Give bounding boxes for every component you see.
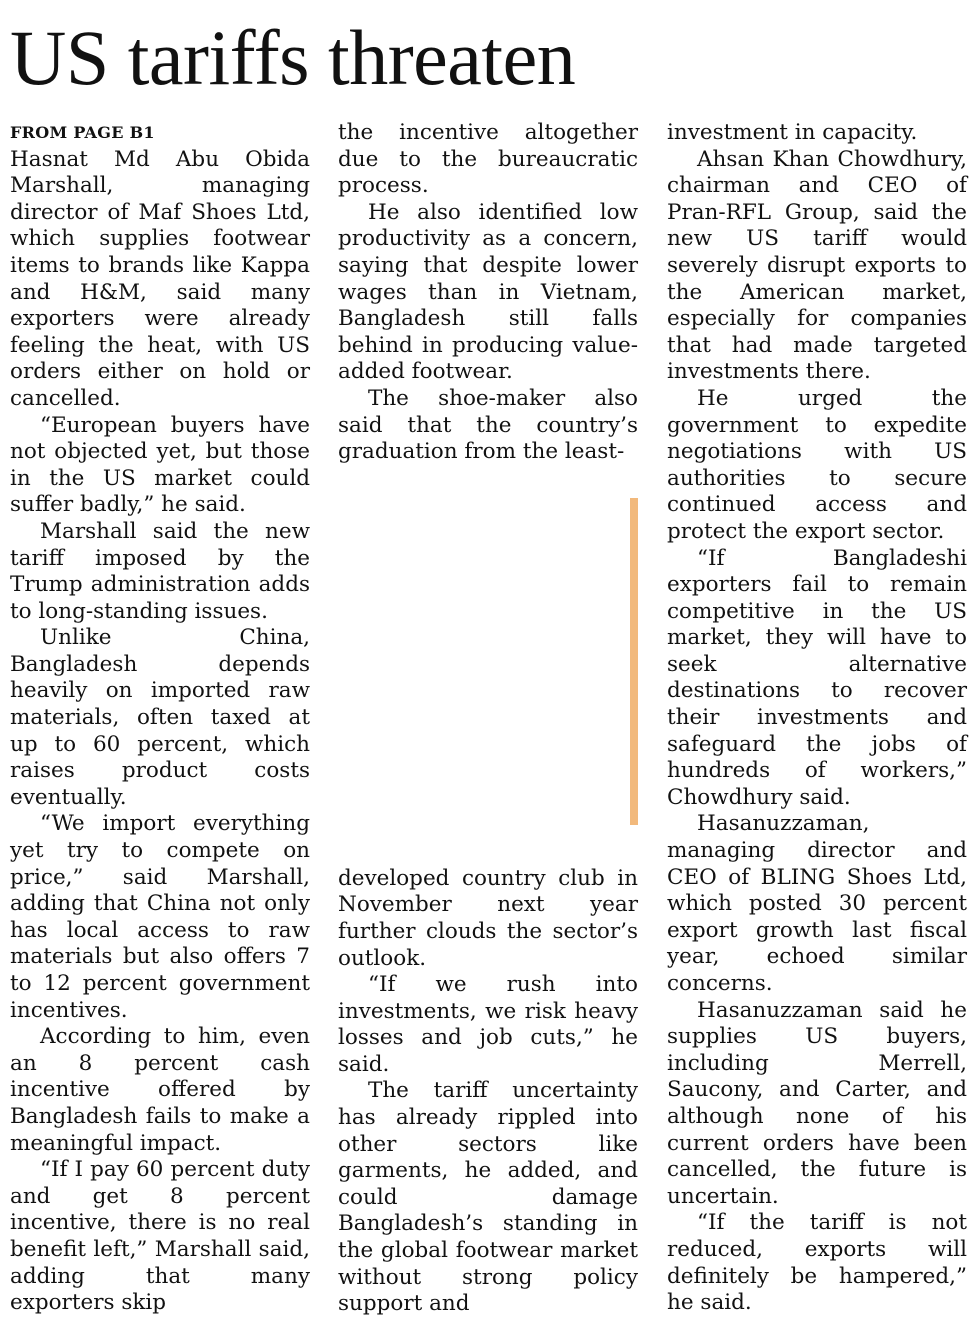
paragraph: He urged the government to expedite negotiations with US authorities to secure continued access and protect the export sector. <box>667 385 967 544</box>
paragraph: “If Bangladeshi exporters fail to remain competitive in the US market, they will have to seek alternative destinations to recover their investments and safeguard the jobs of hundreds of workers,” Chowdhury said. <box>667 545 967 810</box>
paragraph: He also identified low productivity as a concern, saying that despite lower wages than in Vietnam, Bangladesh still falls behind in producing value-added footwear. <box>338 199 638 385</box>
paragraph: The shoe-maker also said that the country’s graduation from the least- <box>338 385 638 465</box>
paragraph: According to him, even an 8 percent cash incentive offered by Bangladesh fails to make a meaningful impact. <box>10 1024 310 1156</box>
pull-quote-accent-bar <box>630 498 638 825</box>
paragraph: Marshall said the new tariff imposed by the Trump administration adds to long-standing issues. <box>10 518 310 624</box>
paragraph: Hasanuzzaman said he supplies US buyers, including Merrell, Saucony, and Carter, and although none of his current orders have been cancelled, the future is uncertain. <box>667 997 967 1209</box>
paragraph: Hasnat Md Abu Obida Marshall, managing director of Maf Shoes Ltd, which supplies footwear items to brands like Kappa and H&M, said many exporters were already feeling the heat, with US orders either on hold or cancelled. <box>10 146 310 411</box>
paragraph: “We import everything yet try to compete on price,” said Marshall, adding that China not only has local access to raw materials but also offers 7 to 12 percent government incentives. <box>10 811 310 1023</box>
continued-from-label: FROM PAGE B1 <box>10 123 155 142</box>
paragraph: developed country club in November next year further clouds the sector’s outlook. <box>338 865 638 971</box>
column-1 <box>10 120 310 1317</box>
headline: US tariffs threaten <box>10 14 576 101</box>
paragraph: “If we rush into investments, we risk heavy losses and job cuts,” he said. <box>338 972 638 1077</box>
paragraph: “European buyers have not objected yet, but those in the US market could suffer badly,” he said. <box>10 412 310 518</box>
pull-quote <box>338 486 638 852</box>
column-3 <box>667 120 967 1317</box>
column-2 <box>338 120 638 1318</box>
paragraph: “If I pay 60 percent duty and get 8 percent incentive, there is no real benefit left,” Marshall said, adding that many exporters skip <box>10 1157 310 1316</box>
paragraph: the incentive altogether due to the bureaucratic process. <box>338 120 638 199</box>
paragraph: “If the tariff is not reduced, exports will definitely be hampered,” he said. <box>667 1210 967 1316</box>
paragraph: Hasanuzzaman, managing director and CEO of BLING Shoes Ltd, which posted 30 percent export growth last fiscal year, echoed similar concerns. <box>667 811 967 996</box>
paragraph: Ahsan Khan Chowdhury, chairman and CEO of Pran-RFL Group, said the new US tariff would severely disrupt exports to the American market, especially for companies that had made targeted investments there. <box>667 146 967 385</box>
paragraph: The tariff uncertainty has already rippled into other sectors like garments, he added, and could damage Bangladesh’s standing in the global footwear market without strong policy support and <box>338 1078 638 1317</box>
paragraph: Unlike China, Bangladesh depends heavily on imported raw materials, often taxed at up to 60 percent, which raises product costs eventually. <box>10 625 310 810</box>
paragraph: investment in capacity. <box>667 120 918 145</box>
